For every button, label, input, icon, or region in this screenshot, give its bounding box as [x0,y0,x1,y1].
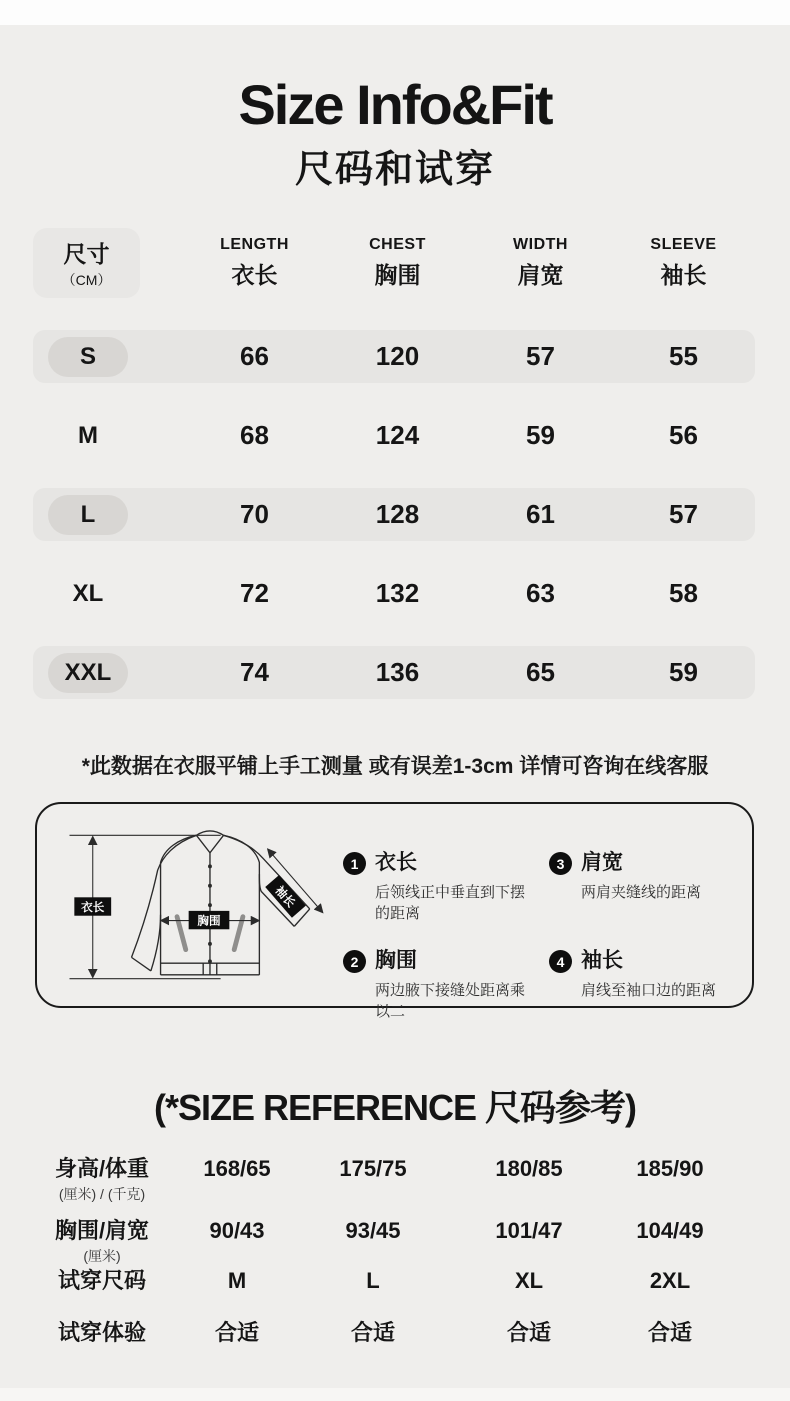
svg-text:衣长: 衣长 [81,900,105,914]
table-row-xl [33,567,755,620]
cell-width: 61 [526,499,555,529]
cell-width: 65 [526,657,555,687]
ref-row-try-on-feel: 试穿体验 合适 合适 合适 合适 [57,1320,692,1345]
size-table-body [33,330,755,699]
badge-2: 2 [343,950,366,973]
chest-tag [189,911,230,929]
page-title-cn: 尺码和试穿 [294,149,495,191]
definition-sleeve: 4 袖长 肩线至袖口边的距离 [549,948,743,1022]
cell-length: 68 [240,420,269,450]
cell-width: 57 [526,341,555,371]
cell-sleeve: 56 [669,420,698,450]
measurement-note: *此数据在衣服平铺上手工测量 或有误差1-3cm 详情可咨询在线客服 [81,755,709,778]
badge-3: 3 [549,852,572,875]
size-reference-table [30,1154,728,1348]
badge-1: 1 [343,852,366,875]
column-header-chest: CHEST 胸围 [369,236,426,288]
size-table-header [33,228,755,298]
cell-chest: 128 [375,499,420,529]
ref-row-try-on-size: 试穿尺码 M L XL 2XL [57,1268,691,1293]
size-reference-heading: (*SIZE REFERENCE 尺码参考) [153,1087,637,1128]
measure-definitions [343,850,743,1022]
size-label: L [48,495,128,535]
table-row-l [33,488,755,541]
size-unit-cm: （CM） [61,272,112,288]
column-header-sleeve: SLEEVE 袖长 [650,236,717,288]
size-label: M [78,421,98,449]
ref-row-height-weight: 身高/体重 (厘米) / (千克) 168/65 175/75 180/85 185/90 [54,1156,704,1202]
table-row-m [33,409,755,462]
top-divider [0,0,790,25]
svg-text:胸围: 胸围 [197,914,221,928]
length-tag [74,897,111,915]
size-label: XL [72,579,104,607]
cell-sleeve: 55 [669,341,698,371]
table-row-s [33,330,755,383]
size-table [33,228,755,699]
cell-length: 66 [240,341,269,371]
cell-chest: 120 [375,341,420,371]
jacket-measure-diagram [63,814,355,1000]
definition-chest: 2 胸围 两边腋下接缝处距离乘以二 [343,948,549,1022]
size-label: S [48,337,128,377]
cell-chest: 136 [375,657,420,687]
definition-length: 1 衣长 后领线正中垂直到下摆的距离 [343,850,549,924]
cell-length: 74 [240,657,269,687]
table-row-xxl [33,646,755,699]
cell-width: 59 [526,420,555,450]
cell-sleeve: 59 [669,657,698,687]
cell-length: 72 [240,578,269,608]
measure-guide-box [35,802,754,1021]
column-header-length: LENGTH 衣长 [220,236,289,288]
cell-length: 70 [240,499,269,529]
page-title-en: Size Info&Fit [238,73,552,136]
size-label: XXL [48,653,128,693]
size-unit-label: 尺寸 [63,241,110,267]
cell-sleeve: 57 [669,499,698,529]
definition-width: 3 肩宽 两肩夹缝线的距离 [549,850,743,924]
bottom-divider [0,1388,790,1401]
sleeve-tag [265,875,306,918]
column-header-width: WIDTH 肩宽 [513,236,568,288]
cell-width: 63 [526,578,555,608]
cell-chest: 132 [375,578,420,608]
cell-chest: 124 [375,420,420,450]
ref-row-chest-shoulder: 胸围/肩宽 (厘米) 90/43 93/45 101/47 104/49 [54,1218,704,1264]
size-unit-box [33,228,140,298]
cell-sleeve: 58 [669,578,698,608]
badge-4: 4 [549,950,572,973]
svg-text:袖长: 袖长 [272,883,298,910]
